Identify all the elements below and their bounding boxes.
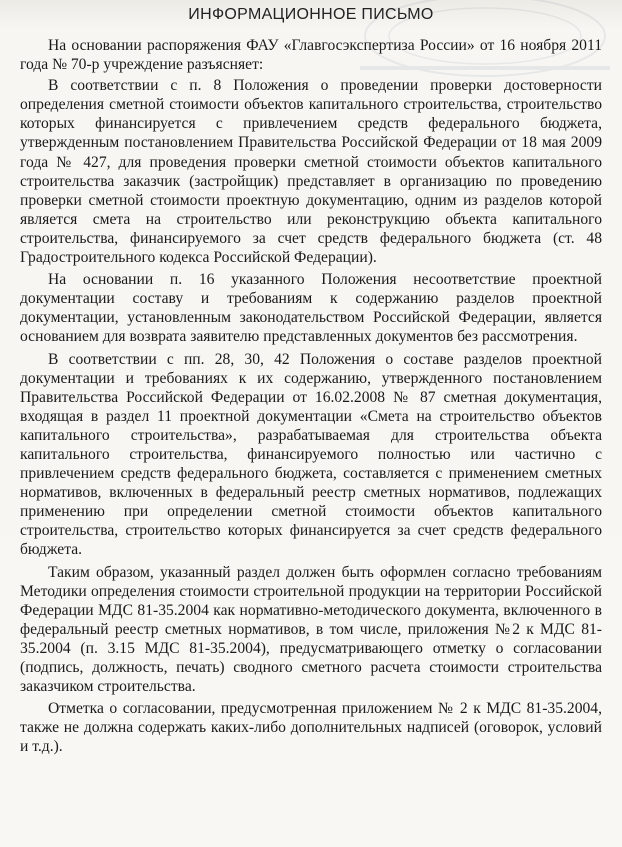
paragraph-points-28-30-42: В соответствии с пп. 28, 30, 42 Положения о составе разделов проектной документации и требованиях к их содержанию, утвержденного постановлением Правительства Российской Федерации от 16.02.2008 № 87 сметная документация, входящая в раздел 11 проектной документации «Смета на строительство объектов капитального строительства», разрабатываемая для строительства объекта капитального строительства, финансируемого полностью или частично с привлечением средств федерального бюджета, составляется с применением сметных нормативов, включенных в федеральный реестр сметных нормативов, подлежащих применению при определении сметной стоимости объектов капитального строительства, строительство которых финансируется за счет средств федерального бюджета.	[20, 350, 602, 559]
paragraph-point-8: В соответствии с п. 8 Положения о проведении проверки достоверности определения сметной стоимости объектов капитального строительства, строительство которых финансируется с привлечением средств федерального бюджета, утвержденным постановлением Правительства Российской Федерации от 18 мая 2009 года № 427, для проведения проверки сметной стоимости объектов капитального строительства заказчик (застройщик) представляет в организацию по проведению проверки сметной стоимости проектную документацию, одним из разделов которой является смета на строительство или реконструкцию объекта капитального строительства, финансируемого за счет средств федерального бюджета (ст. 48 Градостроительного кодекса Российской Федерации).	[20, 77, 602, 267]
paragraph-point-16: На основании п. 16 указанного Положения несоответствие проектной документации составу и требованиям к содержанию разделов проектной документации, установленным законодательством Российской Федерации, является основанием для возврата заявителю представленных документов без рассмотрения.	[20, 271, 602, 346]
paragraph-intro: На основании распоряжения ФАУ «Главгосэкспертиза России» от 16 ноября 2011 года № 70-р учреждение разъясняет:	[20, 37, 602, 74]
paragraph-conclusion: Таким образом, указанный раздел должен быть оформлен согласно требованиям Методики определения стоимости строительной продукции на территории Российской Федерации МДС 81-35.2004 как нормативно-методического документа, включенного в федеральный реестр сметных нормативов, в том числе, приложения №2 к МДС 81-35.2004 (п. 3.15 МДС 81-35.2004), предусматривающего отметку о согласовании (подпись, должность, печать) сводного сметного расчета стоимости строительства заказчиком строительства.	[20, 563, 602, 696]
document-body	[20, 36, 602, 756]
paragraph-approval-mark: Отметка о согласовании, предусмотренная приложением № 2 к МДС 81-35.2004, также не должна содержать каких-либо дополнительных надписей (оговорок, условий и т.д.).	[20, 700, 602, 756]
document-title: ИНФОРМАЦИОННОЕ ПИСЬМО	[188, 6, 434, 23]
